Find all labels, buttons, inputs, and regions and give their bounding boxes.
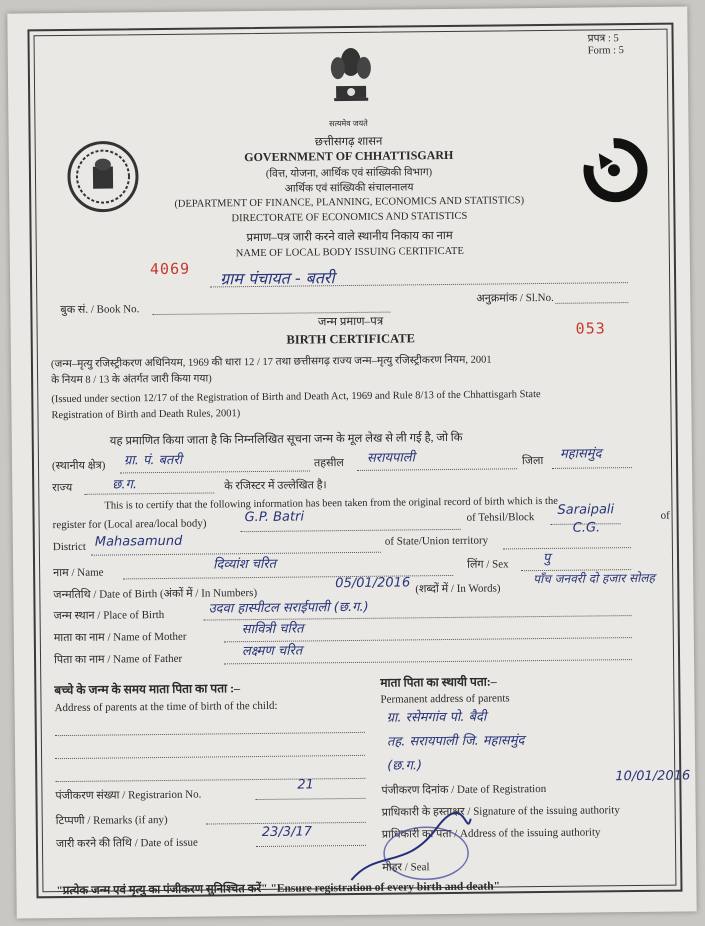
reg-no-value: 21 (297, 777, 314, 793)
state-en-label: of State/Union territory (384, 534, 489, 548)
national-emblem-icon (326, 40, 377, 121)
issue-date-label: जारी करने की तिथि / Date of issue (55, 836, 198, 851)
dob-label: जन्मतिथि / Date of Birth (अंकों में / In Numbers) (53, 587, 258, 602)
sl-no-label: अनुक्रमांक / Sl.No. (476, 291, 554, 305)
emblem-motto: सत्यमेव जयते (329, 118, 368, 129)
addr-perm-en: Permanent address of parents (380, 692, 510, 706)
of-label: of (660, 509, 670, 522)
addr-birth-en: Address of parents at the time of birth of the child: (54, 699, 278, 715)
certificate-paper (7, 6, 696, 918)
footer-slogan: "प्रत्येक जन्म एवं मृत्यु का पंजीकरण सुनिश्चित करें" "Ensure registration of every birth and death" (56, 880, 501, 898)
body-hi: प्रमाण–पत्र जारी करने वाले स्थानीय निकाय का नाम (246, 229, 453, 245)
seal-label: मोहर / Seal (382, 861, 430, 874)
reg-no-label: पंजीकरण संख्या / Registrarion No. (55, 788, 202, 803)
issued-en-1: (Issued under section 12/17 of the Registration of Birth and Death Act, 1969 and Rule 8/13 of the Chhattisgarh State (51, 389, 541, 406)
issued-en-2: Registration of Birth and Death Rules, 2001) (51, 408, 241, 422)
remarks-label: टिप्पणी / Remarks (if any) (55, 813, 168, 828)
local-area-label: (स्थानीय क्षेत्र) (51, 459, 106, 473)
register-for-label: register for (Local area/local body) (52, 517, 207, 532)
dept-en: (DEPARTMENT OF FINANCE, PLANNING, ECONOMICS AND STATISTICS) (174, 195, 525, 210)
reg-date-value: 10/01/2016 (615, 768, 691, 785)
dir-hi: आर्थिक एवं सांख्यिकी संचालनालय (284, 182, 414, 195)
signature-label: प्राधिकारी के हस्ताक्षर / Signature of the issuing authority (381, 804, 620, 819)
mother-value: सावित्री चरित (241, 621, 304, 638)
register-text: के रजिस्टर में उल्लेखित है। (224, 479, 327, 493)
authority-address-label: प्राधिकारी का पता / Address of the issuing authority (381, 826, 601, 841)
reg-date-label: पंजीकरण दिनांक / Date of Registration (381, 782, 547, 797)
tehsil-label: तहसील (313, 457, 344, 470)
local-body-handwritten: ग्राम पंचायत - बतरी (219, 268, 335, 289)
place-value: उदवा हास्पीटल सराईपाली (छ.ग.) (208, 599, 369, 617)
dob-value: 05/01/2016 (335, 575, 411, 592)
local-area-value: ग्रा. पं. बतरी (123, 452, 183, 469)
tehsil-en-value: Saraipali (557, 502, 615, 518)
district-en-value: Mahasamund (94, 533, 183, 550)
father-value: लक्ष्मण चरित (241, 643, 303, 660)
name-label: नाम / Name (53, 566, 104, 580)
state-en-value: C.G. (572, 520, 601, 536)
tehsil-value: सरायपाली (366, 450, 415, 466)
book-no-label: बुक सं. / Book No. (60, 303, 140, 317)
register-for-value: G.P. Batri (244, 509, 305, 526)
tehsil-en-label: of Tehsil/Block (466, 511, 535, 524)
addr-perm-hi: माता पिता का स्थायी पता:– (380, 674, 497, 690)
name-value: दिव्यांश चरित (212, 556, 277, 573)
form-number: प्रपत्र : 5 Form : 5 (587, 33, 624, 57)
body-en: NAME OF LOCAL BODY ISSUING CERTIFICATE (235, 245, 464, 260)
signature-stamp-icon (346, 809, 477, 890)
issued-hi-1: (जन्म–मृत्यु रजिस्ट्रीकरण अधिनियम, 1969 की धारा 12 / 17 तथा छत्तीसगढ़ राज्य जन्म–मृत्यु रजिस्ट्रीकरण नियम, 2001 (50, 354, 492, 371)
addr-perm-line-2: तह. सरायपाली जि. महासमुंद (386, 733, 525, 750)
district-value: महासमुंद (559, 446, 602, 462)
state-hi: छत्तीसगढ़ शासन (314, 135, 383, 149)
state-label-hi: राज्य (52, 481, 73, 495)
addr-birth-hi: बच्चे के जन्म के समय माता पिता का पता :– (54, 681, 241, 698)
issue-date-value: 23/3/17 (261, 824, 313, 840)
addr-perm-line-1: ग्रा. रसेमगांव पो. बैदी (386, 709, 487, 726)
serial-left: 4069 (149, 259, 191, 279)
cert-en-1: This is to certify that the following information has been taken from the original record of birth which is the (104, 495, 558, 512)
district-label: जिला (521, 454, 544, 468)
district-en-label: District (52, 540, 86, 554)
dept-hi: (वित्त, योजना, आर्थिक एवं सांख्यिकी विभाग) (265, 167, 433, 180)
words-value: पाँच जनवरी दो हजार सोलह (533, 570, 655, 587)
title-hi: जन्म प्रमाण–पत्र (317, 315, 384, 329)
serial-right: 053 (575, 319, 606, 338)
issued-hi-2: के नियम 8 / 13 के अंतर्गत जारी किया गया) (51, 373, 212, 387)
cert-hi-1: यह प्रमाणित किया जाता है कि निम्नलिखित सूचना जन्म के मूल लेख से ली गई है, जो कि (109, 431, 463, 448)
place-label: जन्म स्थान / Place of Birth (53, 608, 165, 623)
father-label: पिता का नाम / Name of Father (53, 652, 183, 667)
sex-value: पु (542, 550, 551, 567)
state-value-hi: छ.ग. (112, 477, 138, 493)
dir-en: DIRECTORATE OF ECONOMICS AND STATISTICS (231, 210, 468, 225)
mother-label: माता का नाम / Name of Mother (53, 630, 187, 645)
words-label: (शब्दों में / In Words) (415, 582, 501, 596)
sex-label: लिंग / Sex (467, 558, 509, 571)
addr-perm-line-3: (छ.ग.) (387, 758, 423, 774)
state-en: GOVERNMENT OF CHHATTISGARH (244, 147, 454, 165)
title-en: BIRTH CERTIFICATE (286, 331, 415, 347)
